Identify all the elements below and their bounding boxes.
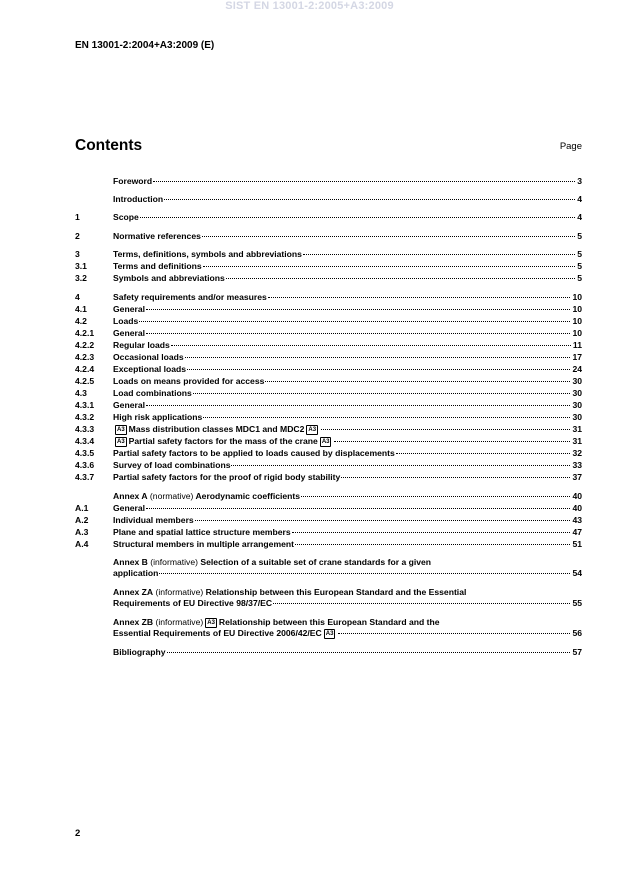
- toc-number: 4.1: [75, 304, 87, 314]
- toc-title-text: Individual members: [113, 515, 194, 525]
- toc-title-text: Survey of load combinations: [113, 460, 231, 470]
- contents-heading: Contents: [75, 137, 143, 154]
- toc-title: [113, 231, 201, 241]
- toc-page: 11: [572, 340, 582, 350]
- toc-number: 3.1: [75, 261, 87, 271]
- toc-page: 30: [572, 400, 582, 410]
- dot-leader: [159, 573, 570, 574]
- toc-page: 32: [572, 448, 582, 458]
- toc-number: 4.3.6: [75, 460, 95, 470]
- toc-number: A.3: [75, 527, 89, 537]
- amendment-marker-icon: A3: [321, 439, 330, 445]
- toc-title: [113, 364, 186, 374]
- dot-leader: [153, 181, 575, 182]
- toc-entry[interactable]: [75, 647, 582, 658]
- dot-leader: [185, 357, 571, 358]
- toc-page: 4: [577, 194, 582, 204]
- toc-title-text: Foreword: [113, 176, 153, 186]
- dot-leader: [164, 199, 575, 200]
- toc-title-text: General: [113, 400, 146, 410]
- toc-number: A.1: [75, 503, 89, 513]
- toc-title-text: General: [113, 503, 146, 513]
- toc-title: [113, 491, 300, 501]
- toc-page: 24: [572, 364, 582, 374]
- toc-entry[interactable]: [75, 364, 582, 375]
- toc-page: 30: [572, 376, 582, 386]
- toc-number: 4.3.1: [75, 400, 95, 410]
- toc-title-text: Loads: [113, 316, 139, 326]
- toc-entry[interactable]: [75, 261, 582, 272]
- toc-title-text: Introduction: [113, 194, 164, 204]
- toc-title-text: Scope: [113, 212, 139, 222]
- toc-title: [113, 460, 230, 470]
- toc-entry[interactable]: [75, 388, 582, 399]
- dot-leader: [265, 381, 570, 382]
- toc-title: [113, 340, 170, 350]
- toc-title-text: General: [113, 328, 146, 338]
- toc-entry[interactable]: [75, 491, 582, 502]
- toc-title-continued: [113, 568, 158, 578]
- dot-leader: [273, 603, 570, 604]
- toc-title-text: Symbols and abbreviations: [113, 273, 225, 283]
- toc-title: [113, 424, 320, 435]
- toc-title-text: Aerodynamic coefficients: [193, 491, 301, 501]
- toc-title: [113, 412, 202, 422]
- toc-title-text: Relationship between this European Standard and the: [218, 617, 440, 627]
- toc-title-continued: [113, 598, 272, 608]
- toc-page: 10: [572, 304, 582, 314]
- dot-leader: [195, 520, 571, 521]
- toc-entry[interactable]: [75, 436, 582, 447]
- dot-leader: [202, 236, 575, 237]
- toc-page: 57: [572, 647, 582, 657]
- toc-number: 4.3.5: [75, 448, 95, 458]
- toc-page: 31: [572, 424, 582, 434]
- toc-title-text: Partial safety factors to be applied to loads caused by displacements: [113, 448, 395, 458]
- toc-number: 4.2.2: [75, 340, 95, 350]
- amendment-marker-icon: A3: [308, 427, 317, 433]
- toc-number: A.2: [75, 515, 89, 525]
- toc-entry[interactable]: [75, 527, 582, 538]
- toc-title: [113, 249, 302, 259]
- toc-title: [113, 515, 194, 525]
- dot-leader: [139, 321, 570, 322]
- toc-title: [113, 304, 145, 314]
- toc-title: [113, 557, 431, 567]
- toc-title: [113, 539, 294, 549]
- dot-leader: [338, 633, 570, 634]
- toc-title: [113, 352, 184, 362]
- toc-title-text: Normative references: [113, 231, 201, 241]
- dot-leader: [146, 309, 570, 310]
- annex-label: Annex ZA: [113, 587, 154, 597]
- toc-title: [113, 448, 395, 458]
- toc-number: 4: [75, 292, 80, 302]
- annex-label: Annex B: [113, 557, 148, 567]
- amendment-marker-icon: A3: [117, 439, 125, 445]
- dot-leader: [396, 453, 571, 454]
- toc-title-text: Load combinations: [113, 388, 192, 398]
- toc-page: 40: [572, 503, 582, 513]
- dot-leader: [203, 266, 576, 267]
- toc-page: 4: [577, 212, 582, 222]
- annex-type: (informative): [153, 617, 204, 627]
- toc-number: 4.2.1: [75, 328, 95, 338]
- dot-leader: [193, 393, 571, 394]
- toc-page: 5: [577, 249, 582, 259]
- dot-leader: [146, 508, 570, 509]
- dot-leader: [231, 465, 570, 466]
- toc-page: 47: [572, 527, 582, 537]
- toc-number: 3: [75, 249, 80, 259]
- document-id: EN 13001-2:2004+A3:2009 (E): [75, 40, 215, 51]
- dot-leader: [203, 417, 570, 418]
- dot-leader: [140, 217, 575, 218]
- toc-title: [113, 194, 163, 204]
- toc-title: [113, 376, 264, 386]
- toc-title: [113, 436, 333, 447]
- toc-entry[interactable]: [75, 304, 582, 315]
- toc-page: 51: [572, 539, 582, 549]
- toc-entry[interactable]: [75, 376, 582, 387]
- toc-entry[interactable]: [75, 400, 582, 411]
- toc-title-text: Plane and spatial lattice structure members: [113, 527, 291, 537]
- dot-leader: [171, 345, 571, 346]
- toc-page: 56: [572, 627, 582, 638]
- annex-type: (informative): [147, 557, 198, 567]
- toc-title-text: Mass distribution classes MDC1 and MDC2: [128, 424, 305, 434]
- toc-entry[interactable]: [75, 448, 582, 459]
- toc-entry[interactable]: [75, 273, 582, 284]
- toc-entry[interactable]: [75, 340, 582, 351]
- toc-entry[interactable]: [75, 194, 582, 205]
- toc-number: 4.2.5: [75, 376, 95, 386]
- toc-page: 37: [572, 472, 582, 482]
- dot-leader: [226, 278, 575, 279]
- toc-page: 5: [577, 261, 582, 271]
- toc-entry[interactable]: [75, 424, 582, 435]
- toc-title-text: Requirements of EU Directive 98/37/EC: [113, 597, 273, 608]
- toc-entry[interactable]: [75, 412, 582, 423]
- toc-title-text: Essential Requirements of EU Directive 2006/42/EC: [113, 627, 322, 638]
- dot-leader: [268, 297, 571, 298]
- toc-title: [113, 617, 440, 628]
- toc-number: 1: [75, 212, 80, 222]
- dot-leader: [341, 477, 570, 478]
- toc-entry[interactable]: [75, 539, 582, 550]
- dot-leader: [334, 441, 570, 442]
- toc-number: 4.3.4: [75, 436, 95, 446]
- toc-entry[interactable]: [75, 557, 582, 578]
- toc-title: [113, 261, 202, 271]
- toc-entry[interactable]: [75, 503, 582, 514]
- toc-page: 10: [572, 316, 582, 326]
- toc-entry[interactable]: [75, 472, 582, 483]
- toc-entry[interactable]: [75, 231, 582, 242]
- toc-title: [113, 400, 145, 410]
- toc-title-text: General: [113, 304, 146, 314]
- toc-title: [113, 503, 145, 513]
- toc-title: [113, 328, 145, 338]
- toc-page: 40: [572, 491, 582, 501]
- toc-title-text: Safety requirements and/or measures: [113, 292, 267, 302]
- toc-number: 4.3.3: [75, 424, 95, 434]
- toc-title: [113, 292, 267, 302]
- toc-title-text: Partial safety factors for the mass of the crane: [128, 436, 318, 446]
- toc-entry[interactable]: [75, 617, 582, 638]
- dot-leader: [301, 496, 570, 497]
- toc-title-text: Terms and definitions: [113, 261, 202, 271]
- toc-page: 30: [572, 388, 582, 398]
- toc-title-text: Terms, definitions, symbols and abbreviations: [113, 249, 302, 259]
- toc-page: 30: [572, 412, 582, 422]
- amendment-marker-icon: A3: [207, 620, 215, 626]
- toc-page: 10: [572, 328, 582, 338]
- dot-leader: [295, 544, 570, 545]
- annex-type: (normative): [147, 491, 194, 501]
- toc-title-text: Loads on means provided for access: [113, 376, 265, 386]
- toc-title: [113, 388, 192, 398]
- toc-entry[interactable]: [75, 249, 582, 260]
- toc-number: 4.3.7: [75, 472, 95, 482]
- toc-title: [113, 587, 466, 597]
- toc-title: [113, 647, 166, 657]
- annex-label: Annex ZB: [113, 617, 154, 627]
- toc-number: 3.2: [75, 273, 87, 283]
- toc-title-text: application: [113, 567, 159, 578]
- toc-title-text: High risk applications: [113, 412, 203, 422]
- toc-title-continued: [113, 628, 337, 639]
- watermark: SIST EN 13001-2:2005+A3:2009: [225, 0, 394, 12]
- dot-leader: [303, 254, 575, 255]
- toc-page: 17: [572, 352, 582, 362]
- toc-title-text: Regular loads: [113, 340, 170, 350]
- toc-entry[interactable]: [75, 515, 582, 526]
- toc-title-text: Bibliography: [113, 647, 166, 657]
- toc-page: 43: [572, 515, 582, 525]
- toc-page: 10: [572, 292, 582, 302]
- toc-page: 55: [572, 597, 582, 608]
- toc-title: [113, 273, 225, 283]
- annex-type: (informative): [153, 587, 204, 597]
- amendment-marker-icon: A3: [325, 630, 334, 637]
- toc-number: 4.2.3: [75, 352, 95, 362]
- toc-number: 2: [75, 231, 80, 241]
- toc-page: 33: [572, 460, 582, 470]
- toc-title: [113, 316, 138, 326]
- dot-leader: [146, 333, 570, 334]
- dot-leader: [292, 532, 571, 533]
- toc-entry[interactable]: [75, 328, 582, 339]
- dot-leader: [187, 369, 570, 370]
- toc-number: A.4: [75, 539, 89, 549]
- toc-title-text: Exceptional loads: [113, 364, 187, 374]
- toc-title: [113, 176, 152, 186]
- toc-entry[interactable]: [75, 587, 582, 608]
- toc-title-text: Partial safety factors for the proof of rigid body stability: [113, 472, 341, 482]
- toc-number: 4.3.2: [75, 412, 95, 422]
- page-number: 2: [75, 828, 81, 839]
- toc-number: 4.2: [75, 316, 87, 326]
- toc-page: 5: [577, 231, 582, 241]
- toc-entry[interactable]: [75, 316, 582, 327]
- toc-entry[interactable]: [75, 176, 582, 187]
- dot-leader: [146, 405, 570, 406]
- toc-entry[interactable]: [75, 292, 582, 303]
- toc-title-text: Structural members in multiple arrangement: [113, 539, 294, 549]
- toc-number: 4.3: [75, 388, 87, 398]
- toc-page: 54: [572, 567, 582, 578]
- toc-title-text: Occasional loads: [113, 352, 184, 362]
- toc-title: [113, 212, 139, 222]
- toc-title: [113, 472, 340, 482]
- toc-title-text: Selection of a suitable set of crane standards for a given: [198, 557, 432, 567]
- toc-title: [113, 527, 291, 537]
- dot-leader: [167, 652, 571, 653]
- annex-label: Annex A: [113, 491, 148, 501]
- toc-entry[interactable]: [75, 212, 582, 223]
- toc-number: 4.2.4: [75, 364, 95, 374]
- toc-title-text: Relationship between this European Standard and the Essential: [203, 587, 467, 597]
- amendment-marker-icon: A3: [117, 427, 125, 433]
- toc-entry[interactable]: [75, 460, 582, 471]
- toc-page: 3: [577, 176, 582, 186]
- toc-entry[interactable]: [75, 352, 582, 363]
- toc-page: 31: [572, 436, 582, 446]
- toc-page: 5: [577, 273, 582, 283]
- page-column-label: Page: [559, 141, 582, 152]
- dot-leader: [321, 429, 570, 430]
